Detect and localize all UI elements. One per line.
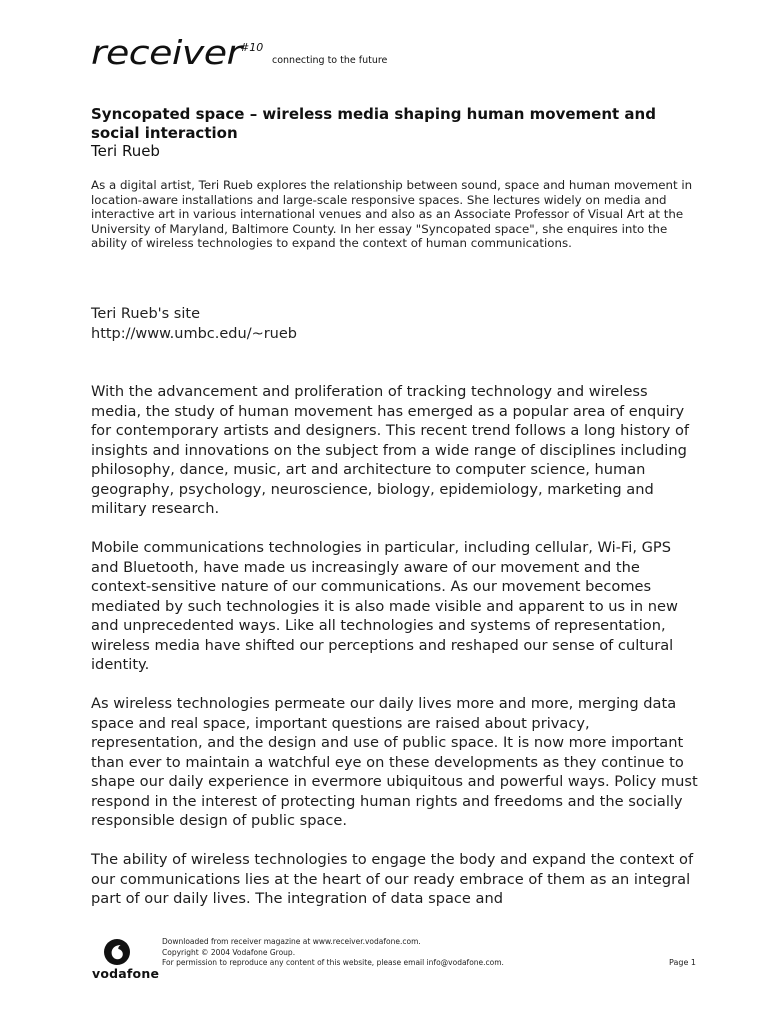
vodafone-speechmark-icon bbox=[103, 938, 131, 966]
author-site-link[interactable]: http://www.umbc.edu/~rueb bbox=[91, 326, 298, 342]
author-site-label: Teri Rueb's site bbox=[91, 306, 200, 322]
page-footer bbox=[0, 930, 768, 990]
receiver-logo: receiver bbox=[91, 33, 242, 72]
vodafone-wordmark: vodafone bbox=[92, 966, 160, 981]
body-paragraph: Mobile communications technologies in particular, including cellular, Wi-Fi, GPS and Bluetooth, have made us increasingly aware of our movement and the context-sensitive nature of our communications. As our movement becomes mediated by such technologies it is also made visible and apparent to us in new and unprecedented ways. Like all technologies and systems of representation, wireless media have shifted our perceptions and reshaped our sense of cultural identity. bbox=[91, 539, 678, 673]
footer-line-copyright: Copyright © 2004 Vodafone Group. bbox=[162, 947, 296, 957]
issue-number: #10 bbox=[240, 41, 264, 54]
article-intro: As a digital artist, Teri Rueb explores the relationship between sound, space and human movement in location-aware installations and large-scale responsive spaces. She lectures widely on media and interactive art in various international venues and also as an Associate Professor of Visual Art at the University of Maryland, Baltimore County. In her essay "Syncopated space", she enquires into the ability of wireless technologies to expand the context of human communications. bbox=[91, 178, 693, 251]
page-number: Page 1 bbox=[669, 958, 696, 967]
body-paragraph: With the advancement and proliferation of tracking technology and wireless media, the study of human movement has emerged as a popular area of enquiry for contemporary artists and designers. This recent trend follows a long history of insights and innovations on the subject from a wide range of disciplines including philosophy, dance, music, art and architecture to computer science, human geography, psychology, neuroscience, biology, epidemiology, marketing and military research. bbox=[91, 383, 690, 517]
footer-line-download: Downloaded from receiver magazine at www.receiver.vodafone.com. bbox=[162, 937, 421, 946]
article-title: Syncopated space – wireless media shaping human movement and social interaction bbox=[91, 105, 656, 142]
footer-text bbox=[162, 937, 504, 969]
body-paragraph: The ability of wireless technologies to engage the body and expand the context of our communications lies at the heart of our ready embrace of them as an integral part of our daily lives. The integration of data space and bbox=[91, 851, 694, 907]
footer-line-permission: For permission to reproduce any content of this website, please email info@vodafone.com. bbox=[162, 958, 504, 967]
body-paragraph: As wireless technologies permeate our daily lives more and more, merging data space and real space, important questions are raised about privacy, representation, and the design and use of public space. It is now more important than ever to maintain a watchful eye on these developments as they continue to shape our daily experience in evermore ubiquitous and powerful ways. Policy must respond in the interest of protecting human rights and freedoms and the socially responsible design of public space. bbox=[91, 695, 698, 829]
article-author: Teri Rueb bbox=[91, 142, 160, 160]
tagline: connecting to the future bbox=[272, 55, 388, 66]
